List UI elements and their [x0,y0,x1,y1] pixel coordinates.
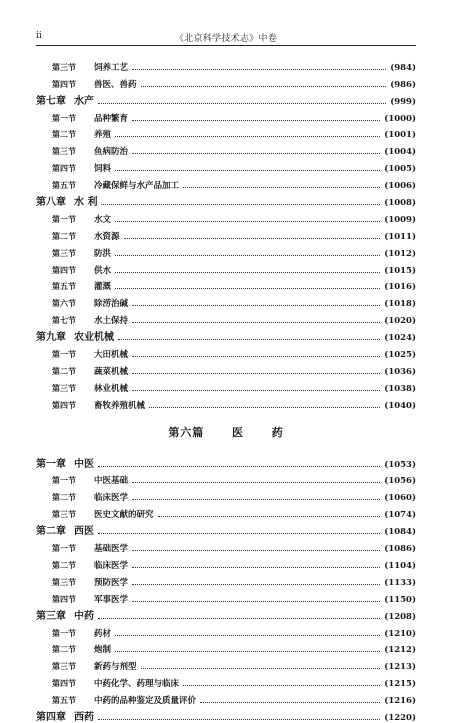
entry-page-number: (1040) [384,400,416,411]
entry-page-number: (1084) [384,527,416,538]
dot-leader [149,406,380,408]
toc-section-entry [36,73,416,90]
entry-page-number: (1008) [384,198,416,209]
entry-page-number: (1016) [384,282,416,293]
entry-page-number: (1001) [384,130,416,141]
dot-leader [132,68,386,70]
part-heading [36,419,416,447]
toc-section-entry [36,259,416,276]
entry-ordinal: 第一节 [52,475,76,486]
entry-ordinal: 第二节 [52,230,76,241]
dot-leader [132,321,380,323]
toc-block-medicine [36,453,416,723]
entry-page-number: (1053) [384,459,416,470]
dot-leader [132,600,380,602]
toc-section-entry [36,554,416,571]
entry-page-number: (1220) [384,712,416,723]
entry-page-number: (1208) [384,611,416,622]
dot-leader [132,304,380,306]
entry-page-number: (1005) [384,164,416,175]
entry-title: 农业机械 [74,332,114,344]
dot-leader [115,271,380,273]
entry-title: 饲料 [94,164,112,175]
dot-leader [132,389,380,391]
entry-ordinal: 第一节 [52,213,76,224]
dot-leader [115,287,380,289]
part-label: 第六篇 [168,425,205,439]
entry-page-number: (1213) [384,662,416,673]
toc-chapter-entry [36,453,416,470]
toc-section-entry [36,107,416,124]
entry-title: 灌溉 [94,282,112,293]
entry-ordinal: 第二节 [52,129,76,140]
entry-title: 中药化学、药理与临床 [94,679,180,690]
entry-title: 水土保持 [94,316,129,327]
entry-page-number: (1210) [384,628,416,639]
entry-title: 防洪 [94,248,112,259]
entry-title: 预防医学 [94,577,129,588]
entry-page-number: (1036) [384,366,416,377]
entry-ordinal: 第七节 [52,315,76,326]
entry-page-number: (1004) [384,147,416,158]
entry-ordinal: 第三节 [52,247,76,258]
entry-title: 中医基础 [94,476,129,487]
toc-section-entry [36,208,416,225]
entry-ordinal: 第四节 [52,399,76,410]
entry-ordinal: 第三节 [52,576,76,587]
entry-title: 水文 [94,214,112,225]
running-title: 《北京科学技术志》中卷 [174,34,278,44]
entry-ordinal: 第四节 [52,593,76,604]
entry-title: 林业机械 [94,383,129,394]
entry-title: 医史文献的研究 [94,510,154,521]
toc-section-entry [36,343,416,360]
toc-chapter-entry [36,90,416,107]
toc-section-entry [36,377,416,394]
entry-ordinal: 第四节 [52,78,76,89]
entry-title: 药材 [94,628,112,639]
part-title-1: 医 [232,425,244,439]
entry-ordinal: 第一章 [36,458,66,470]
entry-ordinal: 第一节 [52,349,76,360]
entry-title: 鱼病防治 [94,147,129,158]
toc-chapter-entry [36,191,416,208]
toc-chapter-entry [36,706,416,723]
entry-ordinal: 第九章 [36,332,66,344]
entry-page-number: (1060) [384,493,416,504]
entry-title: 养殖 [94,130,112,141]
dot-leader [101,203,380,205]
dot-leader [124,237,381,239]
entry-page-number: (986) [390,79,416,90]
dot-leader [132,119,380,121]
entry-page-number: (1216) [384,696,416,707]
entry-ordinal: 第三节 [52,146,76,157]
toc-section-entry [36,56,416,73]
entry-page-number: (1000) [384,113,416,124]
entry-ordinal: 第三章 [36,610,66,622]
entry-page-number: (1025) [384,350,416,361]
dot-leader [115,254,380,256]
entry-page-number: (1074) [384,510,416,521]
entry-ordinal: 第三节 [52,382,76,393]
entry-page-number: (1024) [384,333,416,344]
dot-leader [115,169,380,171]
entry-title: 蔬菜机械 [94,366,129,377]
toc-section-entry [36,225,416,242]
part-title-2: 药 [271,425,284,439]
entry-page-number: (1038) [384,383,416,394]
dot-leader [158,515,381,517]
dot-leader [141,85,387,87]
dot-leader [132,372,380,374]
page-header [36,31,416,45]
toc-section-entry [36,537,416,554]
dot-leader [98,465,380,467]
entry-ordinal: 第五节 [52,180,76,191]
entry-ordinal: 第一节 [52,112,76,123]
table-of-contents [36,56,416,723]
entry-title: 除涝治碱 [94,299,129,310]
page-number: ii [36,31,42,41]
entry-page-number: (1009) [384,214,416,225]
entry-page-number: (1018) [384,299,416,310]
toc-section-entry [36,124,416,141]
dot-leader [132,583,380,585]
entry-ordinal: 第二节 [52,559,76,570]
entry-title: 中药的品种鉴定及质量评价 [94,696,197,707]
entry-ordinal: 第五节 [52,695,76,706]
entry-title: 水资源 [94,231,120,242]
entry-ordinal: 第四节 [52,264,76,275]
entry-ordinal: 第三节 [52,509,76,520]
dot-leader [115,634,380,636]
toc-block-agriculture [36,56,416,411]
toc-section-entry [36,571,416,588]
dot-leader [132,566,380,568]
entry-title: 基础医学 [94,544,129,555]
header-rule [36,45,416,46]
entry-title: 军事医学 [94,594,129,605]
entry-title: 西医 [74,526,94,538]
dot-leader [115,650,380,652]
entry-ordinal: 第二节 [52,644,76,655]
entry-ordinal: 第二节 [52,365,76,376]
toc-section-entry [36,588,416,605]
entry-page-number: (1011) [384,231,416,242]
toc-section-entry [36,157,416,174]
entry-page-number: (999) [390,96,416,107]
entry-title: 西药 [74,711,94,723]
toc-section-entry [36,655,416,672]
dot-leader [98,617,380,619]
entry-title: 畜牧养殖机械 [94,400,146,411]
dot-leader [183,684,380,686]
entry-page-number: (1006) [384,181,416,192]
entry-title: 冷藏保鲜与水产品加工 [94,181,180,192]
entry-title: 临床医学 [94,560,129,571]
entry-title: 临床医学 [94,493,129,504]
entry-ordinal: 第二节 [52,492,76,503]
entry-page-number: (1212) [384,645,416,656]
toc-section-entry [36,470,416,487]
entry-page-number: (1012) [384,248,416,259]
dot-leader [132,152,380,154]
entry-ordinal: 第四章 [36,711,66,723]
dot-leader [141,667,381,669]
toc-chapter-entry [36,605,416,622]
entry-page-number: (1020) [384,316,416,327]
toc-section-entry [36,360,416,377]
entry-title: 大田机械 [94,350,129,361]
entry-title: 供水 [94,265,112,276]
dot-leader [98,102,386,104]
entry-title: 中药 [74,610,94,622]
entry-title: 品种繁育 [94,113,129,124]
entry-ordinal: 第三节 [52,661,76,672]
toc-chapter-entry [36,326,416,343]
entry-page-number: (1150) [384,594,416,605]
toc-section-entry [36,689,416,706]
dot-leader [115,135,380,137]
dot-leader [132,498,380,500]
dot-leader [98,718,380,720]
entry-ordinal: 第六节 [52,298,76,309]
entry-title: 水产 [74,95,94,107]
entry-ordinal: 第三节 [52,61,76,72]
entry-page-number: (1086) [384,544,416,555]
dot-leader [132,481,380,483]
toc-section-entry [36,503,416,520]
entry-title: 中医 [74,458,94,470]
toc-section-entry [36,242,416,259]
entry-page-number: (984) [390,62,416,73]
entry-title: 新药与剂型 [94,662,137,673]
dot-leader [118,338,380,340]
entry-page-number: (1215) [384,679,416,690]
toc-section-entry [36,672,416,689]
toc-section-entry [36,140,416,157]
entry-ordinal: 第二章 [36,526,66,538]
entry-title: 炮制 [94,645,112,656]
toc-section-entry [36,486,416,503]
dot-leader [132,549,380,551]
toc-section-entry [36,394,416,411]
toc-section-entry [36,639,416,656]
dot-leader [98,532,380,534]
entry-ordinal: 第八章 [36,197,66,209]
entry-ordinal: 第一节 [52,543,76,554]
toc-section-entry [36,309,416,326]
entry-page-number: (1133) [384,577,416,588]
entry-page-number: (1056) [384,476,416,487]
entry-title: 水 利 [74,197,98,209]
entry-page-number: (1015) [384,265,416,276]
toc-section-entry [36,276,416,293]
dot-leader [200,701,380,703]
entry-ordinal: 第七章 [36,95,66,107]
toc-chapter-entry [36,520,416,537]
dot-leader [183,186,380,188]
entry-ordinal: 第四节 [52,678,76,689]
entry-page-number: (1104) [384,560,416,571]
dot-leader [115,220,380,222]
entry-ordinal: 第五节 [52,281,76,292]
entry-ordinal: 第四节 [52,163,76,174]
toc-section-entry [36,622,416,639]
toc-section-entry [36,174,416,191]
entry-ordinal: 第一节 [52,627,76,638]
entry-title: 兽医、兽药 [94,79,137,90]
entry-title: 饲养工艺 [94,62,129,73]
dot-leader [132,355,380,357]
toc-section-entry [36,292,416,309]
